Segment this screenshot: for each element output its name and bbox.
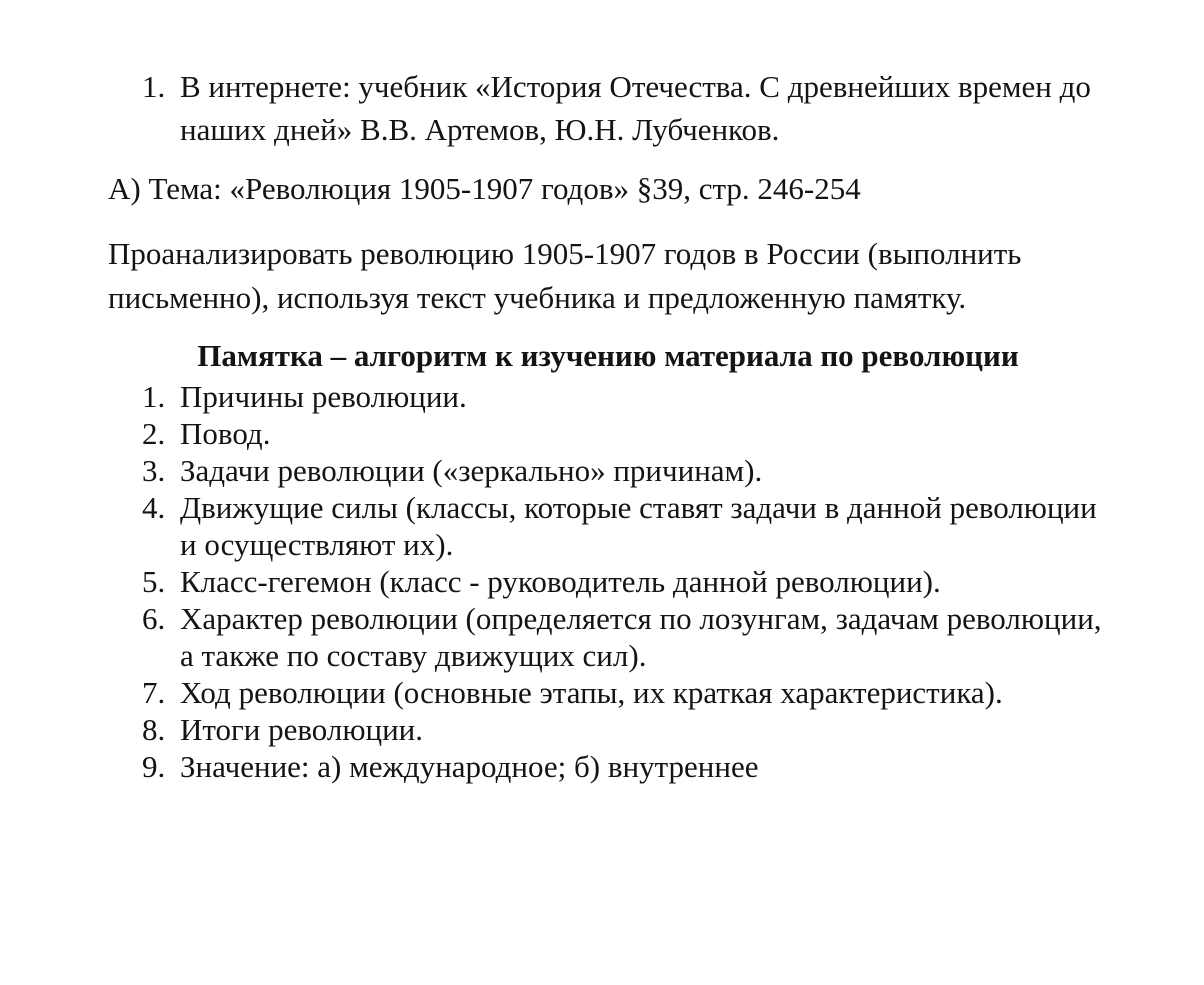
list-item-number: 6. xyxy=(142,601,166,636)
theme-line: А) Тема: «Революция 1905-1907 годов» §39, стр. 246-254 xyxy=(108,171,861,206)
list-item xyxy=(142,65,1108,151)
list-item-number: 1. xyxy=(142,69,166,104)
list-item-number: 2. xyxy=(142,416,166,451)
list-item-text: Характер революции (определяется по лозунгам, задачам революции, а также по составу движущих сил). xyxy=(180,601,1102,673)
list-item xyxy=(142,674,1108,711)
list-item xyxy=(142,378,1108,415)
memo-heading: Памятка – алгоритм к изучению материала по революции xyxy=(197,338,1019,373)
list-item xyxy=(142,748,1108,785)
list-item-text: Движущие силы (классы, которые ставят задачи в данной революции и осуществляют их). xyxy=(180,490,1097,562)
list-item-text: Задачи революции («зеркально» причинам). xyxy=(180,453,763,488)
list-item-number: 9. xyxy=(142,749,166,784)
list-item-text: В интернете: учебник «История Отечества. С древнейших времен до наших дней» В.В. Артемов, Ю.Н. Лубченков. xyxy=(180,69,1091,147)
list-item-number: 5. xyxy=(142,564,166,599)
list-item xyxy=(142,600,1108,674)
list-item-number: 4. xyxy=(142,490,166,525)
list-item-text: Ход революции (основные этапы, их краткая характеристика). xyxy=(180,675,1003,710)
task-paragraph: Проанализировать революцию 1905-1907 годов в России (выполнить письменно), используя текст учебника и предложенную памятку. xyxy=(108,236,1022,315)
list-item xyxy=(142,452,1108,489)
list-item-number: 1. xyxy=(142,379,166,414)
intro-list xyxy=(108,65,1108,151)
memo-list xyxy=(108,378,1108,785)
list-item xyxy=(142,489,1108,563)
list-item-text: Итоги революции. xyxy=(180,712,424,747)
list-item-text: Причины революции. xyxy=(180,379,467,414)
list-item xyxy=(142,711,1108,748)
list-item xyxy=(142,415,1108,452)
list-item-number: 3. xyxy=(142,453,166,488)
list-item-text: Значение: а) международное; б) внутреннее xyxy=(180,749,759,784)
list-item-text: Класс-гегемон (класс - руководитель данной революции). xyxy=(180,564,941,599)
list-item-number: 8. xyxy=(142,712,166,747)
list-item-number: 7. xyxy=(142,675,166,710)
list-item xyxy=(142,563,1108,600)
list-item-text: Повод. xyxy=(180,416,271,451)
